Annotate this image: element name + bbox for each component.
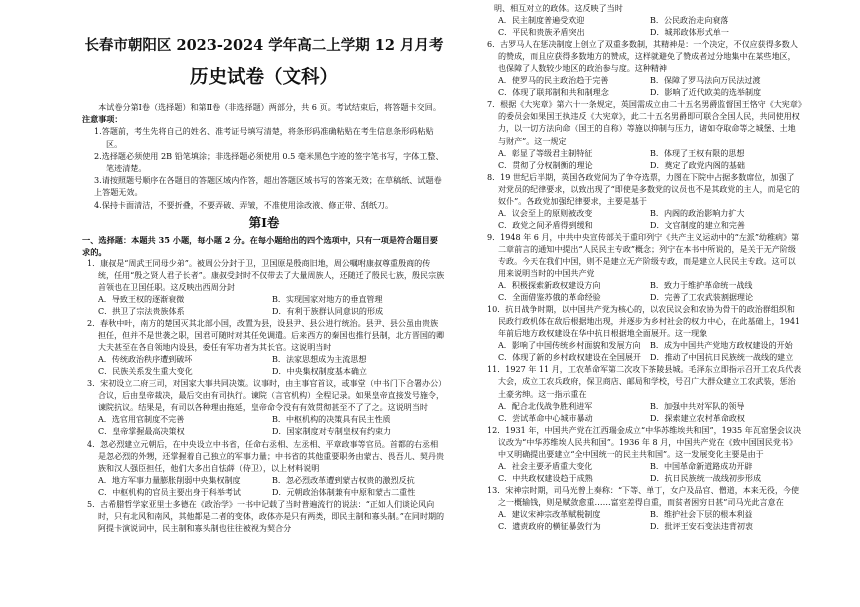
- option-grid: [482, 15, 802, 39]
- answer-option: A．地方军事力量膨胀削弱中央集权制度: [98, 475, 241, 485]
- answer-option: A．彰显了等级君主制特征: [498, 148, 593, 158]
- answer-option: D．文官制度的建立和完善: [650, 220, 745, 230]
- answer-option: B．中枢机构的决策具有民主性质: [272, 415, 391, 425]
- answer-option: C．中共政权建设趋于成熟: [498, 473, 593, 483]
- option-grid: [482, 340, 802, 364]
- question-stem: 8．19 世纪后半期，英国各政党间为了争夺选票，力图在下院中占据多数席位，加强了对党员的纪律要求，以致出现了“即使是多数党的议员也不是其政党的主人，而是它的奴仆”。各政党加强纪律要求，主要是基于: [487, 172, 800, 206]
- answer-option: C．遗责政府的横征暴敛行为: [498, 522, 601, 532]
- section-intro: 一、选择题：本题共 35 小题，每小题 2 分。在每小题给出的四个选项中，只有一项是符合题目要求的。: [82, 234, 438, 257]
- answer-option: B．体现了王权有限的思想: [650, 148, 745, 158]
- option-grid: [82, 354, 446, 378]
- option-grid: [482, 75, 802, 99]
- question: [482, 172, 802, 232]
- answer-option: D．影响了近代欧美的选举制度: [650, 88, 762, 98]
- question: [482, 39, 802, 99]
- exam-subtitle: 历史试卷（文科）: [189, 67, 338, 88]
- answer-option: B．忽必烈改革遭到蒙古权贵的激烈反抗: [272, 475, 415, 485]
- answer-option: A．议会至上的原则被改变: [498, 208, 593, 218]
- answer-option: B．维护社会下层的根本利益: [650, 509, 753, 519]
- question: [482, 364, 802, 424]
- answer-option: D．元朝政治体制兼有中原和蒙古二重性: [272, 487, 416, 497]
- answer-option: C．贯彻了分权制衡的理论: [498, 160, 593, 170]
- left-column: [82, 0, 446, 535]
- answer-option: B．成为中国共产党地方政权建设的开始: [650, 341, 793, 351]
- exam-title: 长春市朝阳区 2023-2024 学年高二上学期 12 月月考: [84, 37, 444, 54]
- option-grid: [82, 414, 446, 438]
- question-stem: 3．宋初设立二府三司，对国家大事共同决策。议事时，由主事官首议，或事堂（中书门下合署办公）合议，后由皇帝裁决，最后交由有司执行。谏院（言官机构）全程记录。如果皇帝直接发号施令，谏院抗议。结果是，有司以各种理由拖延，皇帝命令没有有效贯彻甚至不了了之。这说明当时: [87, 379, 445, 413]
- answer-option: A．导致王权的逐渐衰微: [98, 294, 185, 304]
- answer-option: D．中央集权制度基本确立: [272, 367, 367, 377]
- answer-option: A．民主制度普遍受欢迎: [498, 16, 585, 26]
- question: [482, 99, 802, 171]
- answer-option: A．积极探索新政权建设方向: [498, 281, 601, 291]
- answer-option: D．探索建立农村革命政权: [650, 413, 745, 423]
- question-list-left: [82, 258, 446, 535]
- question-stem: 5．古希腊哲学家亚里士多德在《政治学》一书中记载了当时普遍流行的说法：“正如人们谈论风向时，只有北风和南风，其他都是二者的变体，政体亦是只有两类，即民主制和寡头制。”在同时期的阿提卡演说词中，民主制和寡头制也往往被视为契合分: [87, 499, 445, 533]
- answer-option: D．国家制度对专制皇权有约束力: [272, 427, 392, 437]
- answer-option: A．配合北伐战争胜利进军: [498, 401, 593, 411]
- answer-option: D．批评王安石变法违背初衷: [650, 522, 754, 532]
- note-item: 1.答题前，考生先将自己的姓名、准考证号填写清楚，将条形码准确粘贴在考生信息条形码粘贴区。: [94, 126, 434, 149]
- question: [82, 258, 446, 318]
- question-list-right: [482, 3, 802, 533]
- question-stem: 7．根据《大宪章》第六十一条规定，英国需成立由二十五名男爵监督国王恪守《大宪章》的委员会如果国王执违反《大宪章》，此二十五名男爵即可联合全国人民，共同使用权力，以一切方法向命（国王的自称）等施以抑制与压力，诸如夺取命等之城堡、土地与财产”。这一规定: [487, 100, 802, 146]
- notes-label: 注意事项：: [82, 114, 123, 125]
- question: [482, 304, 802, 364]
- question-stem: 10．抗日战争时期，以中国共产党为核心的，以农民议会和农协为骨干的政治群组织和民政行政机体在敌后根据地出现，并逐步为乡村社会的权力中心，在此基础上，1941 年前后地方政权建设在华中抗日根据地全面展开。这一现象: [487, 305, 801, 339]
- note-item: 2.选择题必须使用 2B 铅笔填涂；非选择题必须使用 0.5 毫米黑色字迹的签字笔书写，字体工整、笔迹清楚。: [94, 150, 444, 174]
- answer-option: B．致力于维护革命统一战线: [650, 281, 753, 291]
- answer-option: A．社会主要矛盾重大变化: [498, 461, 593, 471]
- answer-option: B．实现国家对地方的垂直管理: [272, 294, 383, 304]
- option-grid: [82, 294, 446, 318]
- answer-option: B．保障了罗马法向万民法过渡: [650, 76, 761, 86]
- question-stem: 明、相互对立的政体。这反映了当时: [494, 4, 623, 13]
- question: [482, 425, 802, 485]
- option-grid: [482, 208, 802, 232]
- answer-option: D．城邦政体形式单一: [650, 28, 729, 38]
- question-stem: 6．古罗马人在惩决制度上创立了双重多数制，其精神是：一个决定，不仅应获得多数人的赞成，而且应获得多数地方的赞成，这样就避免了赞成者过分地集中在某些地区，也保障了人数较少地区的政治参与度。这种精神: [487, 40, 798, 74]
- part1-title: 第Ⅰ卷: [248, 214, 280, 230]
- question: [82, 499, 446, 535]
- answer-option: B．加强中共对军队的领导: [650, 401, 745, 411]
- answer-option: B．法家思想成为主流思想: [272, 355, 367, 365]
- question-stem: 12．1931 年，中国共产党在江西瑞金成立“中华苏维埃共和国”，1935 年瓦窑堡会议决议改为“中华苏维埃人民共和国”。1936 年 8 月，中国共产党在《致中国国民党书》中又明确提出要建立“全中国统一的民主共和国”。这一发展变化主要是由于: [487, 425, 801, 459]
- option-grid: [82, 475, 446, 499]
- question-stem: 2．春秋中叶，南方的楚国灭其北部小国，改置为县，设县尹、县公进行统治。县尹、县公虽由贵族担任，但并不是世袭之职，国君可随时对其任免调遣。后来西方的秦国也推行县制，北方晋国的卿大夫甚至在各自领地内设县，委任有军功者为其长官。这说明当时: [87, 319, 445, 353]
- question-stem: 1．康叔是“周武王同母少弟”。被周公分封于卫，卫国原是殷商旧地，周公嘱咐康叔尊重殷商的传统，任用“殷之贤人君子长者”。康叔受封时不仅带去了大量周族人，还随迁了殷民七族，殷民宗族首领也在卫国任职。这反映出西周分封: [87, 258, 445, 292]
- answer-option: D．抗日民族统一战线初步形成: [650, 473, 762, 483]
- answer-option: A．影响了中国传统乡村面貌和发展方向: [498, 341, 641, 351]
- answer-option: A．使罗马的民主政治趋于完善: [498, 76, 609, 86]
- question: [82, 318, 446, 378]
- answer-option: C．拱卫了宗法贵族体系: [98, 307, 185, 317]
- option-grid: [482, 509, 802, 533]
- question: [82, 439, 446, 499]
- question: [82, 378, 446, 438]
- answer-option: B．内阁的政治影响力扩大: [650, 208, 745, 218]
- answer-option: C．平民和贵族矛盾突出: [498, 28, 585, 38]
- notes-list: [82, 125, 446, 210]
- right-column: [482, 3, 802, 533]
- answer-option: A．选官用官制度不完善: [98, 415, 185, 425]
- answer-option: B．公民政治走向衰落: [650, 16, 729, 26]
- answer-option: C．民族关系发生重大变化: [98, 367, 193, 377]
- answer-option: A．传统政治秩序遭到破坏: [98, 355, 193, 365]
- answer-option: C．体现了联邦制和共和制理念: [498, 88, 609, 98]
- answer-option: C．政党之间矛盾得到缓和: [498, 220, 593, 230]
- option-grid: [482, 401, 802, 425]
- question-stem: 11．1927 年 11 月，工农革命军第二次攻下茶陵县城。毛泽东立即指示召开工农兵代表大会，成立工农兵政府，保卫商店、邮局和学校，号召广大群众建立工农武装，惩治土豪劣绅。这一指示重在: [487, 365, 802, 399]
- note-item: 4.保持卡面清洁，不要折叠，不要弄破、弄皱，不准使用涂改液、修正带、刮纸刀。: [94, 199, 394, 210]
- answer-option: D．推动了中国抗日民族统一战线的建立: [650, 353, 794, 363]
- exam-intro: 本试卷分第Ⅰ卷（选择题）和第Ⅱ卷（非选择题）两部分，共 6 页。考试结束后，将答题卡交回。: [98, 102, 441, 112]
- question: [482, 232, 802, 304]
- question-stem: 4．忽必烈建立元朝后，在中央设立中书省，任命右丞相、左丞相、平章政事等官员。首都的右丞相是忽必烈的外甥，还掌握着自己独立的军事力量；中书省的其他重要职务由蒙古、畏吾儿、契丹贵族和汉人强臣担任，他们大多出自怯薛（侍卫），以上材料说明: [87, 439, 445, 473]
- answer-option: C．体现了新的乡村政权建设在全国展开: [498, 353, 641, 363]
- option-grid: [482, 148, 802, 172]
- question: [482, 3, 802, 39]
- answer-option: B．中国革命新道路成功开辟: [650, 461, 753, 471]
- answer-option: D．完善了工农武装割据理论: [650, 293, 754, 303]
- note-item: 3.请按照题号顺序在各题目的答题区域内作答，超出答题区域书写的答案无效；在草稿纸、试题卷上答题无效。: [94, 175, 442, 198]
- question-stem: 9．1948 年 6 月，中共中央宣传部关于重印列宁《共产主义运动中的“左派”幼稚病》第二章前言的通知中提出“人民民主专政”概念；列宁在本书中所说的，是关于无产阶级专政。今天在我们中国，则不是建立无产阶级专政，而是建立人民民主专政。这可以用来说明当时的中国共产党: [487, 232, 800, 279]
- answer-option: C．尝试革命中心城市暴动: [498, 413, 593, 423]
- answer-option: C．皇帝掌握最高决策权: [98, 427, 185, 437]
- question-stem: 13．宋神宗时期，司马光曾上奏称：“下等、单丁，女户及品官、僧道，本来无役，今使之一概输钱，则是赋敛愈重……富室差得自重，而贫者困穷日甚”司马光此言意在: [487, 485, 800, 507]
- answer-option: C．全面借鉴苏俄的革命经验: [498, 293, 601, 303]
- answer-option: D．奠定了政党内阁的基础: [650, 160, 745, 170]
- answer-option: A．建议宋神宗改革赋税制度: [498, 509, 601, 519]
- option-grid: [482, 461, 802, 485]
- question: [482, 485, 802, 533]
- option-grid: [482, 280, 802, 304]
- answer-option: C．中枢机构的官员主要出身于科举考试: [98, 487, 241, 497]
- answer-option: D．有利于族群认同意识的形成: [272, 307, 384, 317]
